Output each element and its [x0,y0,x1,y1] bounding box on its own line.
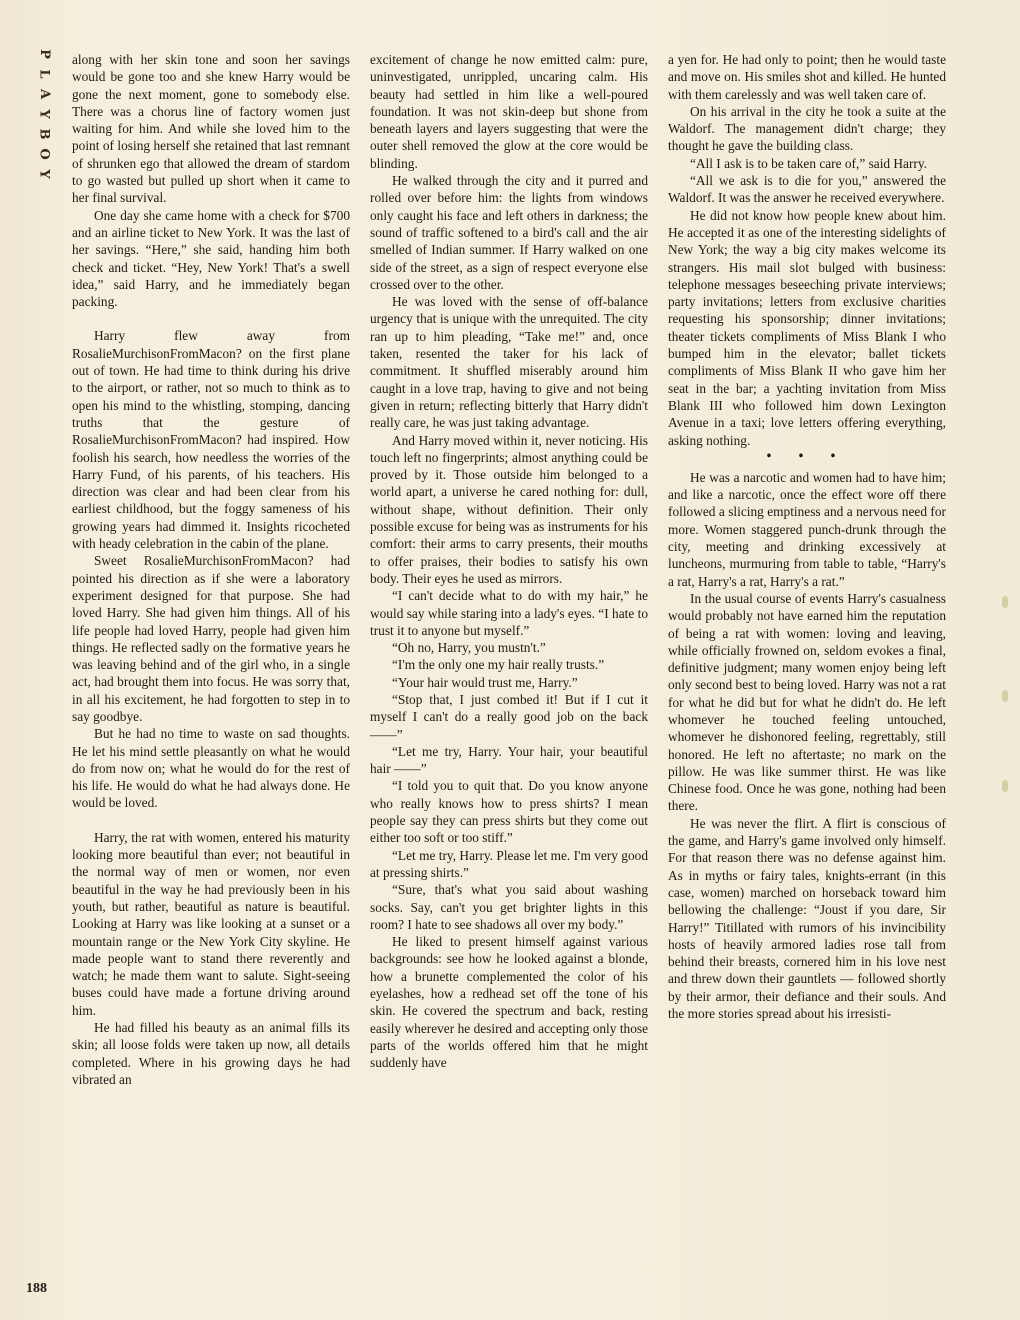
paragraph: “I'm the only one my hair really trusts.” [392,657,605,673]
print-bleed-mark [1002,596,1008,608]
paragraph: One day she came home with a check for $700 and an airline ticket to New York. It was the last of her savings. “Here,” she said, handing him both check and ticket. “Hey, New York! That's a swell idea,” said Harry, and he immediately began packing. [72,207,350,310]
text-column-1 [72,51,350,1088]
magazine-masthead [36,44,52,184]
print-bleed-mark [1002,690,1008,702]
section-break: • • • [766,447,848,463]
paragraph: He had filled his beauty as an animal fills its skin; all loose folds were taken up now, all details completed. Where in his growing days he had vibrated an [72,1020,350,1087]
masthead-letter: P [36,49,52,59]
paragraph: “Stop that, I just combed it! But if I cut it myself I can't do a really good job on the back ——” [370,691,648,742]
paragraph: “Let me try, Harry. Please let me. I'm very good at pressing shirts.” [370,847,648,880]
paragraph: On his arrival in the city he took a suite at the Waldorf. The management didn't charge; they thought he gave the building class. [668,103,946,154]
paragraph: And Harry moved within it, never noticing. His touch left no fingerprints; almost anything could be proved by it. Those outside him belonged to a world apart, a universe he cared nothing for: dull, without shape, without definition. Their only possible excuse for being was as instruments for his comfort: their arms to carry presents, their mouths to offer praises, their bodies to satisfy his own body. Their eyes he used as mirrors. [370,432,648,586]
paragraph: “Let me try, Harry. Your hair, your beautiful hair ——” [370,743,648,777]
print-bleed-mark [1002,780,1008,792]
paragraph: Harry, the rat with women, entered his maturity looking more beautiful than ever; not beautiful in the normal way of men or women, nor even beautiful in the way he had previously been in his youth, but rather, beautiful as nature is beautiful. Looking at Harry was like looking at a sunset or a mountain range or the New York City skyline. He made people want to stand there reverently and watch; he made them want to salute. Sight-seeing buses could have made a fortune driving around him. [72,829,350,1018]
paragraph: a yen for. He had only to point; then he would taste and move on. His smiles shot and killed. He hunted with them carelessly and was well taken care of. [668,52,946,102]
paragraph: But he had no time to waste on sad thoughts. He let his mind settle pleasantly on what he would do from now on; what he would do for the rest of his life. He would do what he had always done. He would be loved. [72,726,350,811]
masthead-letter: Y [36,109,52,119]
paragraph: “I can't decide what to do with my hair,” he would say while staring into a lady's eyes. “I hate to trust it to anyone but myself.” [370,588,648,638]
paragraph: In the usual course of events Harry's casualness would probably not have earned him the reputation of being a rat with women: loving and leaving, while officially frowned on, seldom evokes a final, definitive judgment; many women enjoy being left only second best to being loved. Harry was not a rat for what he did but for what he didn't do. He left whomever he touched feeling untouched, whomever he dishonored feeling, regrettably, still honored. He left no aftertaste; no mark on the pillow. He was like summer thirst. He was like Chinese food. Once he was gone, nothing had been there. [668,590,946,814]
masthead-letter: O [36,148,52,160]
paragraph: He walked through the city and it purred and rolled over before him: the lights from windows only caught his face and left others in darkness; the sound of traffic softened to a bird's call and the air smelled of Indian summer. If Harry walked on one side of the street, as a sign of respect everyone else crossed over to the other. [370,173,648,292]
paragraph: “Sure, that's what you said about washing socks. Say, can't you get brighter lights in this room? I hate to see shadows all over my body.” [370,882,648,932]
page-number: 188 [26,1281,47,1296]
masthead-letter: L [36,69,52,79]
text-column-2 [370,51,648,1072]
masthead-letter: B [36,128,52,140]
paragraph: “All I ask is to be taken care of,” said Harry. [690,155,928,171]
paragraph: He was never the flirt. A flirt is conscious of the game, and Harry's game involved only himself. For that reason there was no defense against him. As in myths or fairy tales, knights-errant (in this case, women) marched on horseback toward him bellowing the challenge: “Joust if you dare, Sir Harry!” Titillated with rumors of his invincibility hosts of heavily armored ladies rose tall from behind their breasts, cornered him in his love nest and threw down their gauntlets — followed shortly by their armor, their defiance and their souls. And the more stories spread about his irresisti- [668,815,946,1022]
paragraph: excitement of change he now emitted calm: pure, uninvestigated, unrippled, uncaring calm. His beauty had settled in him like a well-poured foundation. It was not skin-deep but shone from beneath layers and layers suggesting that were the outer shell removed the glow at the core would be blinding. [370,52,648,171]
paragraph: He did not know how people knew about him. He accepted it as one of the interesting sidelights of New York; the way a big city makes welcome its strangers. His mail slot bulged with business: telephone messages beseeching private interviews; party invitations; letters from exclusive charities requesting his sponsorship; dinner invitations; theater tickets compliments of Miss Blank I who bumped him in the elevator; ballet tickets compliments of Miss Blank II who gave him her seat in the bar; a yachting invitation from Miss Blank III who followed him down Lexington Avenue in a taxi; love letters offering everything, asking nothing. [668,207,946,448]
paragraph: Harry flew away from RosalieMurchisonFromMacon? on the first plane out of town. He had time to think during his drive to the airport, or rather, not so much to think as to open his mind to the whistling, stomping, dancing truths that the gesture of RosalieMurchisonFromMacon? had inspired. How foolish his search, how needless the worries of the Harry Fund, of his parents, of his teachers. His direction was clear and had been clear from his earliest childhood, but the foggy sameness of his growing years had dimmed it. Insights ricocheted with heady celebration in the cabin of the plane. [72,328,350,552]
paragraph: along with her skin tone and soon her savings would be gone too and she knew Harry would be gone the next moment, gone to somebody else. There was a chorus line of factory women just waiting for him. And while she loved him to the point of losing herself she retained that last remnant of shrunken ego that allowed the dream of stardom to go wasted but pulled up short when it came to her final survival. [72,52,350,206]
paragraph: Sweet RosalieMurchisonFromMacon? had pointed his direction as if she were a laboratory experiment designed for that purpose. She had loved Harry. She had given him things. All of his life people had loved Harry, people had given him things. He reflected sadly on the formative years he was leaving behind and of the girl who, in a single act, had brought them into focus. He was sorry that, in all his excitement, he had forgotten to step in to say goodbye. [72,553,350,724]
paragraph: He was loved with the sense of off-balance urgency that is unique with the unrequited. The city ran up to him pleading, “Take me!” and, once taken, resented the taker for his lack of commitment. It shuffled miserably around him caught in a love trap, having to give and not being given in return; reflecting bitterly that Harry didn't really care, he was just taking advantage. [370,294,648,431]
masthead-letter: A [36,88,52,100]
paragraph: “Your hair would trust me, Harry.” [392,674,578,690]
paragraph: “I told you to quit that. Do you know anyone who really knows how to press shirts? I mean people say they can press shirts but they come out either too soft or too stiff.” [370,778,648,846]
paragraph: He liked to present himself against various backgrounds: see how he looked against a blonde, how a brunette complemented the color of his eyelashes, how a redhead set off the tone of his skin. He covered the spectrum and back, resting easily wherever he desired and accepting only those parts of the worlds offered him that he might suddenly have [370,934,648,1071]
text-column-3 [668,51,946,1022]
paragraph: “Oh no, Harry, you mustn't.” [392,640,546,656]
paragraph: “All we ask is to die for you,” answered the Waldorf. It was the answer he received everywhere. [668,173,946,206]
paragraph: He was a narcotic and women had to have him; and like a narcotic, once the effect wore off there followed a slicing emptiness and a nervous need for more. Women staggered punch-drunk through the city, meeting and drinking excessively at luncheons, murmuring from table to table, “Harry's a rat, Harry's a rat, Harry's a rat.” [668,469,946,589]
masthead-letter: Y [36,169,52,179]
